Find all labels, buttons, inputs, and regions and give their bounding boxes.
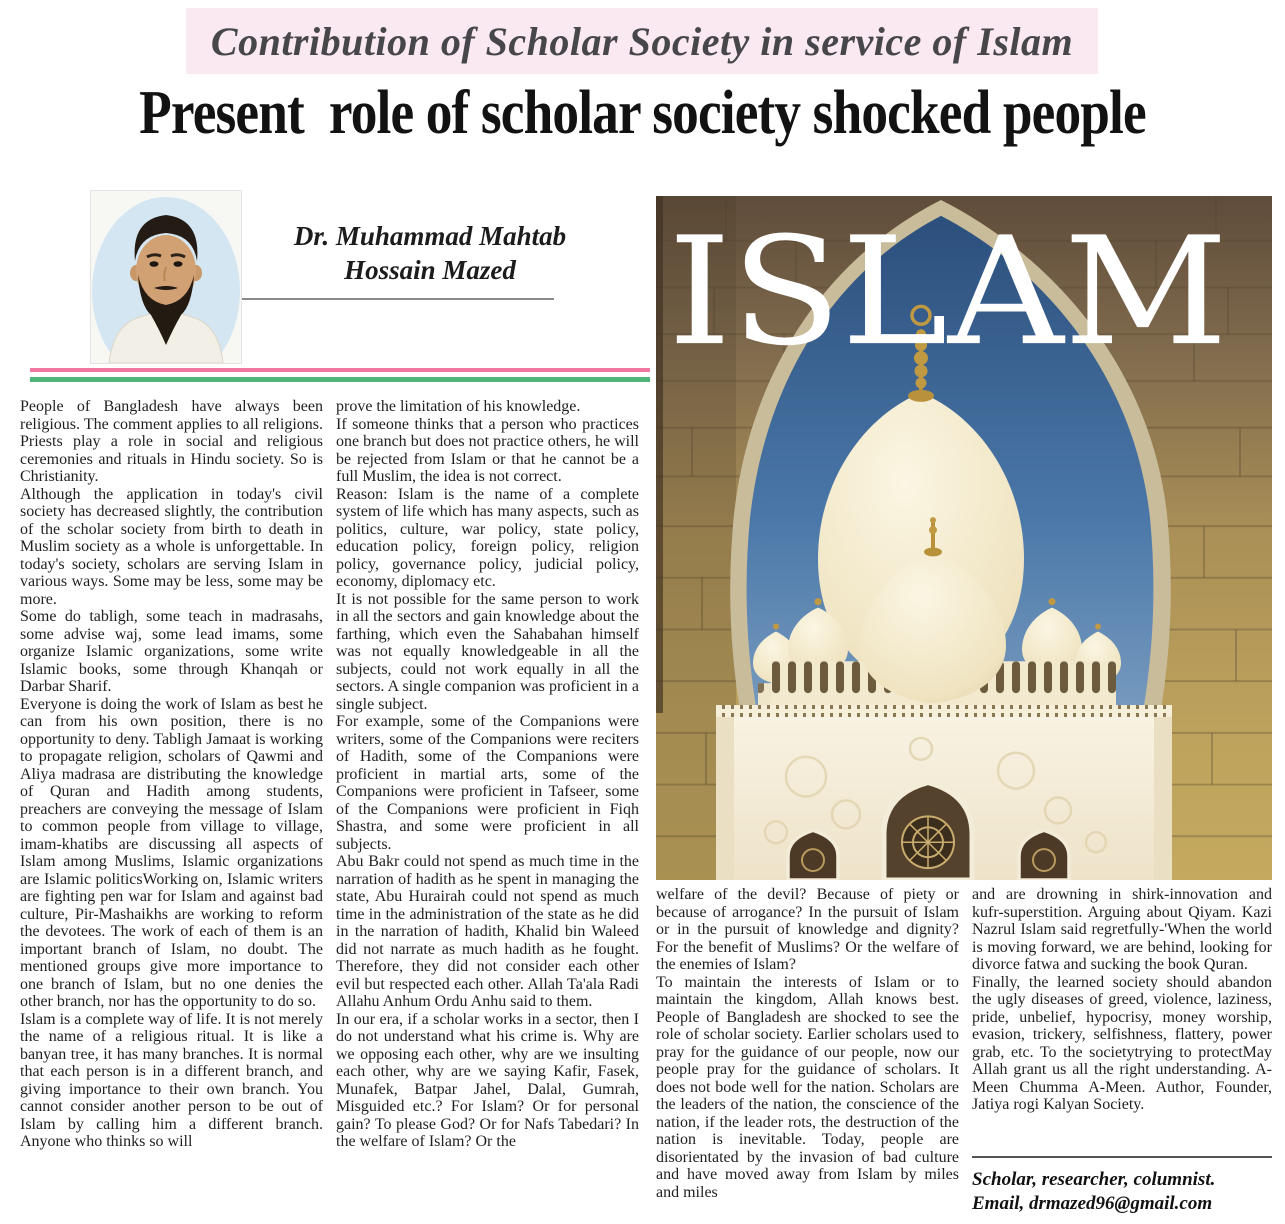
article-paragraph: welfare of the devil? Because of piety or because of arrogance? In the pursuit of Islam or in the pursuit of knowledge and dignity? For the benefit of Muslims? Or the welfare of the enemies of Islam? bbox=[656, 886, 959, 973]
footer-rule bbox=[972, 1156, 1272, 1158]
article-paragraph: Reason: Islam is the name of a complete system of life which has many aspects, such as politics, culture, war policy, state policy, education policy, foreign policy, religion policy, governance policy, judicial policy, economy, diplomacy etc. bbox=[336, 485, 639, 590]
article-column-2 bbox=[336, 398, 639, 1224]
author-byline-footer bbox=[972, 1156, 1272, 1216]
author-name-line1: Dr. Muhammad Mahtab bbox=[293, 221, 567, 251]
article-column-1 bbox=[20, 398, 323, 1224]
article-paragraph: To maintain the interests of Islam or to maintain the kingdom, Allah knows best. People of Bangladesh are shocked to see the role of scholar society. Earlier scholars used to pray for the guidance of our people, now our people pray for the guidance of scholars. It does not bode well for the nation. Scholars are the leaders of the nation, the conscience of the nation, if the leader rots, the destruction of the nation is inevitable. Today, people are disorientated by the invasion of bad culture and have moved away from Islam by miles and miles bbox=[656, 973, 959, 1201]
article-paragraph: If someone thinks that a person who practices one branch but does not practice others, he will be rejected from Islam or that he cannot be a full Muslim, the idea is not correct. bbox=[336, 415, 639, 485]
mosque-illustration bbox=[656, 196, 1272, 880]
page-title: Present role of scholar society shocked people bbox=[139, 79, 1146, 147]
article-paragraph: Everyone is doing the work of Islam as best he can from his own position, there is no opportunity to deny. Tabligh Jamaat is working to propagate religion, scholars of Qawmi and Aliya madrasa are distributing the knowledge of Quran and Hadith among students, preachers are conveying the message of Islam to common people from village to village, imam-khatibs are discussing all aspects of Islam among Muslims, Islamic organizations are Islamic politicsWorking on, Islamic writers are fighting pen war for Islam and against bad culture, Pir-Mashaikhs are working to reform the devotees. The work of each of them is an important branch of Islam, no doubt. The mentioned groups give more importance to one branch of Islam, but no one denies the other branch, nor has the opportunity to do so. bbox=[20, 695, 323, 1010]
article-paragraph: prove the limitation of his knowledge. bbox=[336, 398, 581, 415]
article-paragraph: It is not possible for the same person to work in all the sectors and gain knowledge about the farthing, which even the Sahabahan himself was not equally knowledgeable in all the subjects, could not work equally in all the sectors. A single companion was proficient in a single subject. bbox=[336, 590, 639, 713]
author-name-line2: Hossain Mazed bbox=[344, 254, 516, 285]
article-paragraph: Islam is a complete way of life. It is not merely the name of a religious ritual. It is like a banyan tree, it has many branches. It is normal that each person is in a different branch, and giving importance to their own branch. You cannot consider another person to be out of Islam by calling him a different branch. Anyone who thinks so will bbox=[20, 1010, 323, 1150]
footer-role-text: Scholar, researcher, columnist. bbox=[972, 1169, 1216, 1190]
article-column-4 bbox=[972, 886, 1272, 1152]
green-divider-rule bbox=[30, 377, 650, 382]
mosque-photo bbox=[656, 196, 1272, 880]
article-paragraph: and are drowning in shirk-innovation and kufr-superstition. Arguing about Qiyam. Kazi Nazrul Islam said regretfully-'When the world is moving forward, we are behind, looking for divorce fatwa and sucking the book Quran. bbox=[972, 886, 1272, 973]
article-paragraph: People of Bangladesh have always been religious. The comment applies to all religions. Priests play a role in social and religious ceremonies and rituals in Hindu society. So is Christianity. bbox=[20, 398, 323, 485]
author-name bbox=[248, 220, 612, 288]
article-paragraph: In our era, if a scholar works in a sector, then I do not understand what his crime is. Why are we opposing each other, why are we insulting each other, why are we saying Kafir, Fasek, Munafek, Batpar Jahel, Dalal, Gumrah, Misguided etc.? For Islam? Or for personal gain? To please God? Or for Nafs Tabedari? In the welfare of Islam? Or the bbox=[336, 1010, 639, 1150]
article-paragraph: Finally, the learned society should abandon the ugly diseases of greed, violence, laziness, pride, unbelief, hypocrisy, money worship, evasion, trickery, selfishness, flattery, power grab, etc. To the societytrying to protectMay Allah grant us all the right understanding. A-Meen Chumma A-Meen. Author, Founder, Jatiya rogi Kalyan Society. bbox=[972, 973, 1272, 1113]
islam-caption: ISLAM bbox=[668, 205, 1228, 380]
article-paragraph: For example, some of the Companions were writers, some of the Companions were reciters of Hadith, some of the Companions were proficient in martial arts, some of the Companions were proficient in Tafseer, some of the Companions were proficient in Fiqh Shastra, and some were proficient in all subjects. bbox=[336, 713, 639, 853]
author-underline-rule bbox=[242, 298, 554, 300]
article-paragraph: Abu Bakr could not spend as much time in the narration of hadith as he spent in managing the state, Abu Hurairah could not spend as much time in the administration of the state as he did in the narration of hadith, Khalid bin Waleed did not narrate as much hadith as he fought. Therefore, they did not consider each other evil but respected each other. Allah Ta'ala Radi Allahu Anhum Ordu Anhu said to them. bbox=[336, 853, 639, 1010]
kicker-banner bbox=[186, 8, 1098, 74]
pink-divider-rule bbox=[30, 368, 650, 372]
footer-email-text: Email, drmazed96@gmail.com bbox=[972, 1193, 1213, 1214]
article-paragraph: Although the application in today's civil society has decreased slightly, the contribution of the scholar society from birth to death in Muslim society as a whole is unforgettable. In today's society, scholars are serving Islam in various ways. Some may be less, some may be more. bbox=[20, 485, 323, 608]
article-column-3 bbox=[656, 886, 959, 1224]
article-paragraph: Some do tabligh, some teach in madrasahs, some advise waj, some lead imams, some organize Islamic organizations, some write Islamic books, some through Khanqah or Darbar Sharif. bbox=[20, 608, 323, 695]
author-portrait-illustration bbox=[91, 191, 241, 363]
author-photo bbox=[90, 190, 242, 364]
kicker-text: Contribution of Scholar Society in service of Islam bbox=[210, 18, 1074, 64]
